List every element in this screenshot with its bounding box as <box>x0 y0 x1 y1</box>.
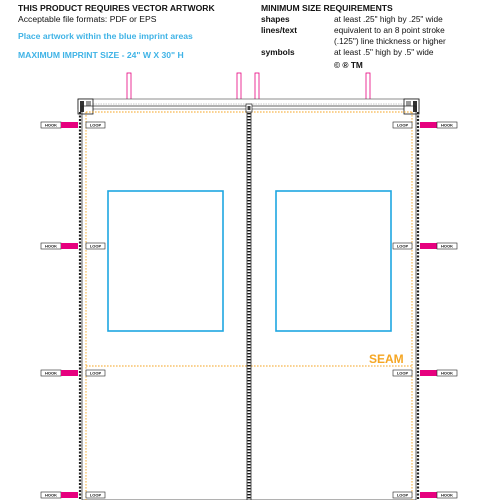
loop-tab-right <box>393 492 412 498</box>
imprint-area-right <box>276 191 391 331</box>
loop-tab-left-text: LOOP <box>89 370 102 376</box>
center-zipper <box>246 104 252 500</box>
hook-tab-right-text: HOOK <box>441 243 453 249</box>
hook-tab-right <box>437 122 457 128</box>
hook-tab-right-text: HOOK <box>441 492 453 498</box>
hook-tab-left <box>41 370 61 376</box>
hook-tab-right <box>437 243 457 249</box>
hook-tab-right <box>437 492 457 498</box>
hook-tab-left-text: HOOK <box>45 122 57 128</box>
hook-strip-left <box>61 492 78 498</box>
loop-tab-right <box>393 243 412 249</box>
hook-tab-left-text: HOOK <box>45 370 57 376</box>
loop-tab-right-text: LOOP <box>396 243 409 249</box>
hook-tab-right-text: HOOK <box>441 122 453 128</box>
loop-tab-right <box>393 370 412 376</box>
top-tab <box>255 73 259 101</box>
hook-tab-left <box>41 492 61 498</box>
loop-tab-right-text: LOOP <box>396 122 409 128</box>
loop-tab-left <box>86 122 105 128</box>
loop-tab-left-text: LOOP <box>89 243 102 249</box>
hook-tab-left <box>41 243 61 249</box>
hook-tab-right <box>437 370 457 376</box>
hook-tab-right-text: HOOK <box>441 370 453 376</box>
hook-strip-right <box>420 122 437 128</box>
loop-tab-right-text: LOOP <box>396 370 409 376</box>
hook-tab-left-text: HOOK <box>45 492 57 498</box>
hook-strip-left <box>61 370 78 376</box>
loop-tab-left-text: LOOP <box>89 122 102 128</box>
req-label-symbols: symbols <box>261 47 295 57</box>
hook-loop-tabs <box>41 122 457 498</box>
loop-tab-left-text: LOOP <box>89 492 102 498</box>
req-value-lines-2: (.125") line thickness or higher <box>334 36 446 46</box>
top-tab <box>237 73 241 101</box>
loop-tab-left <box>86 243 105 249</box>
place-artwork-note: Place artwork within the blue imprint areas <box>18 31 193 41</box>
corner-block-left <box>78 99 93 114</box>
imprint-area-left <box>108 191 223 331</box>
loop-tab-right-text: LOOP <box>396 492 409 498</box>
hook-strip-left <box>61 122 78 128</box>
req-value-shapes: at least .25" high by .25" wide <box>334 14 443 24</box>
loop-tab-left <box>86 492 105 498</box>
top-tab <box>366 73 370 101</box>
hook-strip-left <box>61 243 78 249</box>
max-imprint-size: MAXIMUM IMPRINT SIZE - 24" W X 30" H <box>18 50 184 60</box>
seam-label: SEAM <box>369 352 404 366</box>
hook-strip-right <box>420 492 437 498</box>
req-value-symbols: at least .5" high by .5" wide <box>334 47 434 57</box>
hook-tab-left-text: HOOK <box>45 243 57 249</box>
min-size-title: MINIMUM SIZE REQUIREMENTS <box>261 3 393 13</box>
top-tab <box>127 73 131 101</box>
req-value-lines: equivalent to an 8 point stroke <box>334 25 445 35</box>
trademark-symbols: © ® TM <box>334 60 363 70</box>
hook-strip-right <box>420 243 437 249</box>
hook-strip-right <box>420 370 437 376</box>
req-label-lines: lines/text <box>261 25 297 35</box>
loop-tab-left <box>86 370 105 376</box>
hook-tab-left <box>41 122 61 128</box>
req-label-shapes: shapes <box>261 14 290 24</box>
top-tabs <box>127 73 370 101</box>
title-vector-artwork: THIS PRODUCT REQUIRES VECTOR ARTWORK <box>18 3 215 13</box>
loop-tab-right <box>393 122 412 128</box>
file-formats-note: Acceptable file formats: PDF or EPS <box>18 14 157 24</box>
